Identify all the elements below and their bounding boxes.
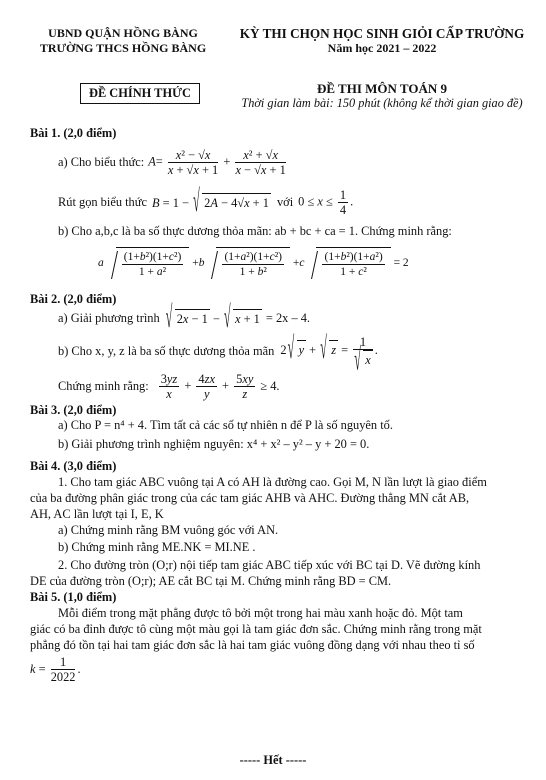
subject-block	[232, 81, 532, 111]
bai1-a-simplify	[58, 187, 353, 217]
bai2-b-text: b) Cho x, y, z là ba số thực dương thỏa mãn	[58, 343, 275, 358]
bai5-line3: phẳng đó tồn tại hai tam giác đơn sắc là hai tam giác vuông đồng dạng với nhau theo tỉ số	[30, 638, 475, 652]
bai3-b: b) Giải phương trình nghiệm nguyên: x⁴ + x² – y² – y + 20 = 0.	[58, 437, 370, 451]
district-name: UBND QUẬN HỒNG BÀNG	[48, 26, 198, 40]
bai4-p1-line1: 1. Cho tam giác ABC vuông tại A có AH là đường cao. Gọi M, N lần lượt là giao điểm	[58, 475, 487, 489]
bai2-b	[58, 335, 378, 367]
bai1-a-simplify-text: Rút gọn biểu thức	[58, 194, 147, 209]
bai1-a-B-expr: B = 1 − √ 2A − 4√x + 1	[152, 193, 271, 211]
school-year: Năm học 2021 – 2022	[327, 41, 437, 55]
bai1-title: Bài 1. (2,0 điểm)	[30, 126, 117, 140]
bai4-p2-line2: DE của đường tròn (O;r); AE cắt BC tại M. Chứng minh rằng BD = CM.	[30, 574, 392, 588]
bai2-title: Bài 2. (2,0 điểm)	[30, 292, 117, 306]
bai5-line1: Mỗi điểm trong mặt phẳng được tô bởi một trong hai màu xanh hoặc đỏ. Một tam	[58, 606, 463, 620]
bai2-b-expr: 2√ y + √ z = 1 √ x .	[280, 335, 378, 367]
bai1-b-expr: a $\frac{\text{(1+b²)(1+c²)}}{\text{1 + a²}}$ + b $\frac{\text{(1+a²)(1+c²)}}{\text{1 + b²}}$ + c $\frac{\text{(1+b²)(1+a²)}}{\text{1 + c²}}$ = 2	[98, 238, 409, 288]
bai2-a-text: a) Giải phương trình	[58, 310, 160, 325]
bai4-p2-line1: 2. Cho đường tròn (O;r) nội tiếp tam giác ABC tiếp xúc với BC tại D. Vẽ đường kính	[58, 558, 481, 572]
footer-end: ----- Hết -----	[239, 753, 307, 767]
official-badge: ĐỀ CHÍNH THỨC	[80, 83, 200, 104]
subject-title: ĐỀ THI MÔN TOÁN 9	[316, 81, 448, 96]
bai5-title: Bài 5. (1,0 điểm)	[30, 590, 117, 604]
bai4-p1-line2: của ba đường phân giác trong của các tam giác AHB và AHC. Đường thẳng MN cắt AB,	[30, 491, 470, 505]
exam-title: KỲ THI CHỌN HỌC SINH GIỎI CẤP TRƯỜNG	[239, 26, 525, 41]
bai4-p1-line3: AH, AC lần lượt tại I, E, K	[30, 507, 164, 521]
header-right	[232, 26, 532, 56]
bai1-a	[58, 146, 288, 178]
bai2-a	[58, 307, 310, 329]
time-note: Thời gian làm bài: 150 phút (không kể thời gian giao đề)	[241, 96, 523, 110]
bai2-prove-text: Chứng minh rằng:	[58, 378, 149, 393]
bai1-a-condition: với	[276, 194, 294, 209]
bai5-line2: giác có ba đỉnh được tô cùng một màu gọi là tam giác đơn sắc. Chứng minh rằng trong mặt	[30, 622, 482, 636]
school-name: TRƯỜNG THCS HỒNG BÀNG	[39, 41, 207, 55]
bai5-k-den: 2022	[50, 669, 76, 684]
bai5-k-num: 1	[51, 655, 76, 670]
bai2-a-tail: = 2x – 4.	[265, 310, 311, 325]
bai4-title: Bài 4. (3,0 điểm)	[30, 459, 117, 473]
bai3-a: a) Cho P = n⁴ + 4. Tìm tất cả các số tự nhiên n để P là số nguyên tố.	[58, 418, 393, 432]
bai1-a-expr: A= $\frac{\text{x² − √x}}{x + √x + 1}$ + $\frac{\text{x² + √x}}{x - √x + 1}$	[148, 147, 286, 177]
bai3-title: Bài 3. (2,0 điểm)	[30, 403, 117, 417]
bai4-p1-a: a) Chứng minh rằng BM vuông góc với AN.	[58, 523, 279, 537]
bai1-a-intro: a) Cho biểu thức:	[58, 154, 145, 169]
header-left	[18, 26, 228, 56]
bai2-prove-tail: ≥ 4.	[260, 378, 280, 393]
bai1-a-range: 0 ≤ x ≤ $\frac{1}{4}$ .	[298, 187, 354, 217]
bai2-prove	[58, 370, 280, 402]
bai2-a-expr: √ 2x − 1 − √ x + 1	[165, 309, 262, 327]
bai2-prove-expr: $\frac{3yz}{x}$ + $\frac{4zx}{y}$ + $\frac{5xy}{z}$	[160, 371, 254, 401]
bai5-k: k = $\frac{1}{2022}$ .	[30, 654, 81, 684]
bai1-b: b) Cho a,b,c là ba số thực dương thỏa mãn: ab + bc + ca = 1. Chứng minh rằng:	[58, 224, 452, 238]
bai4-p1-b: b) Chứng minh rằng ME.NK = MI.NE .	[58, 540, 256, 554]
